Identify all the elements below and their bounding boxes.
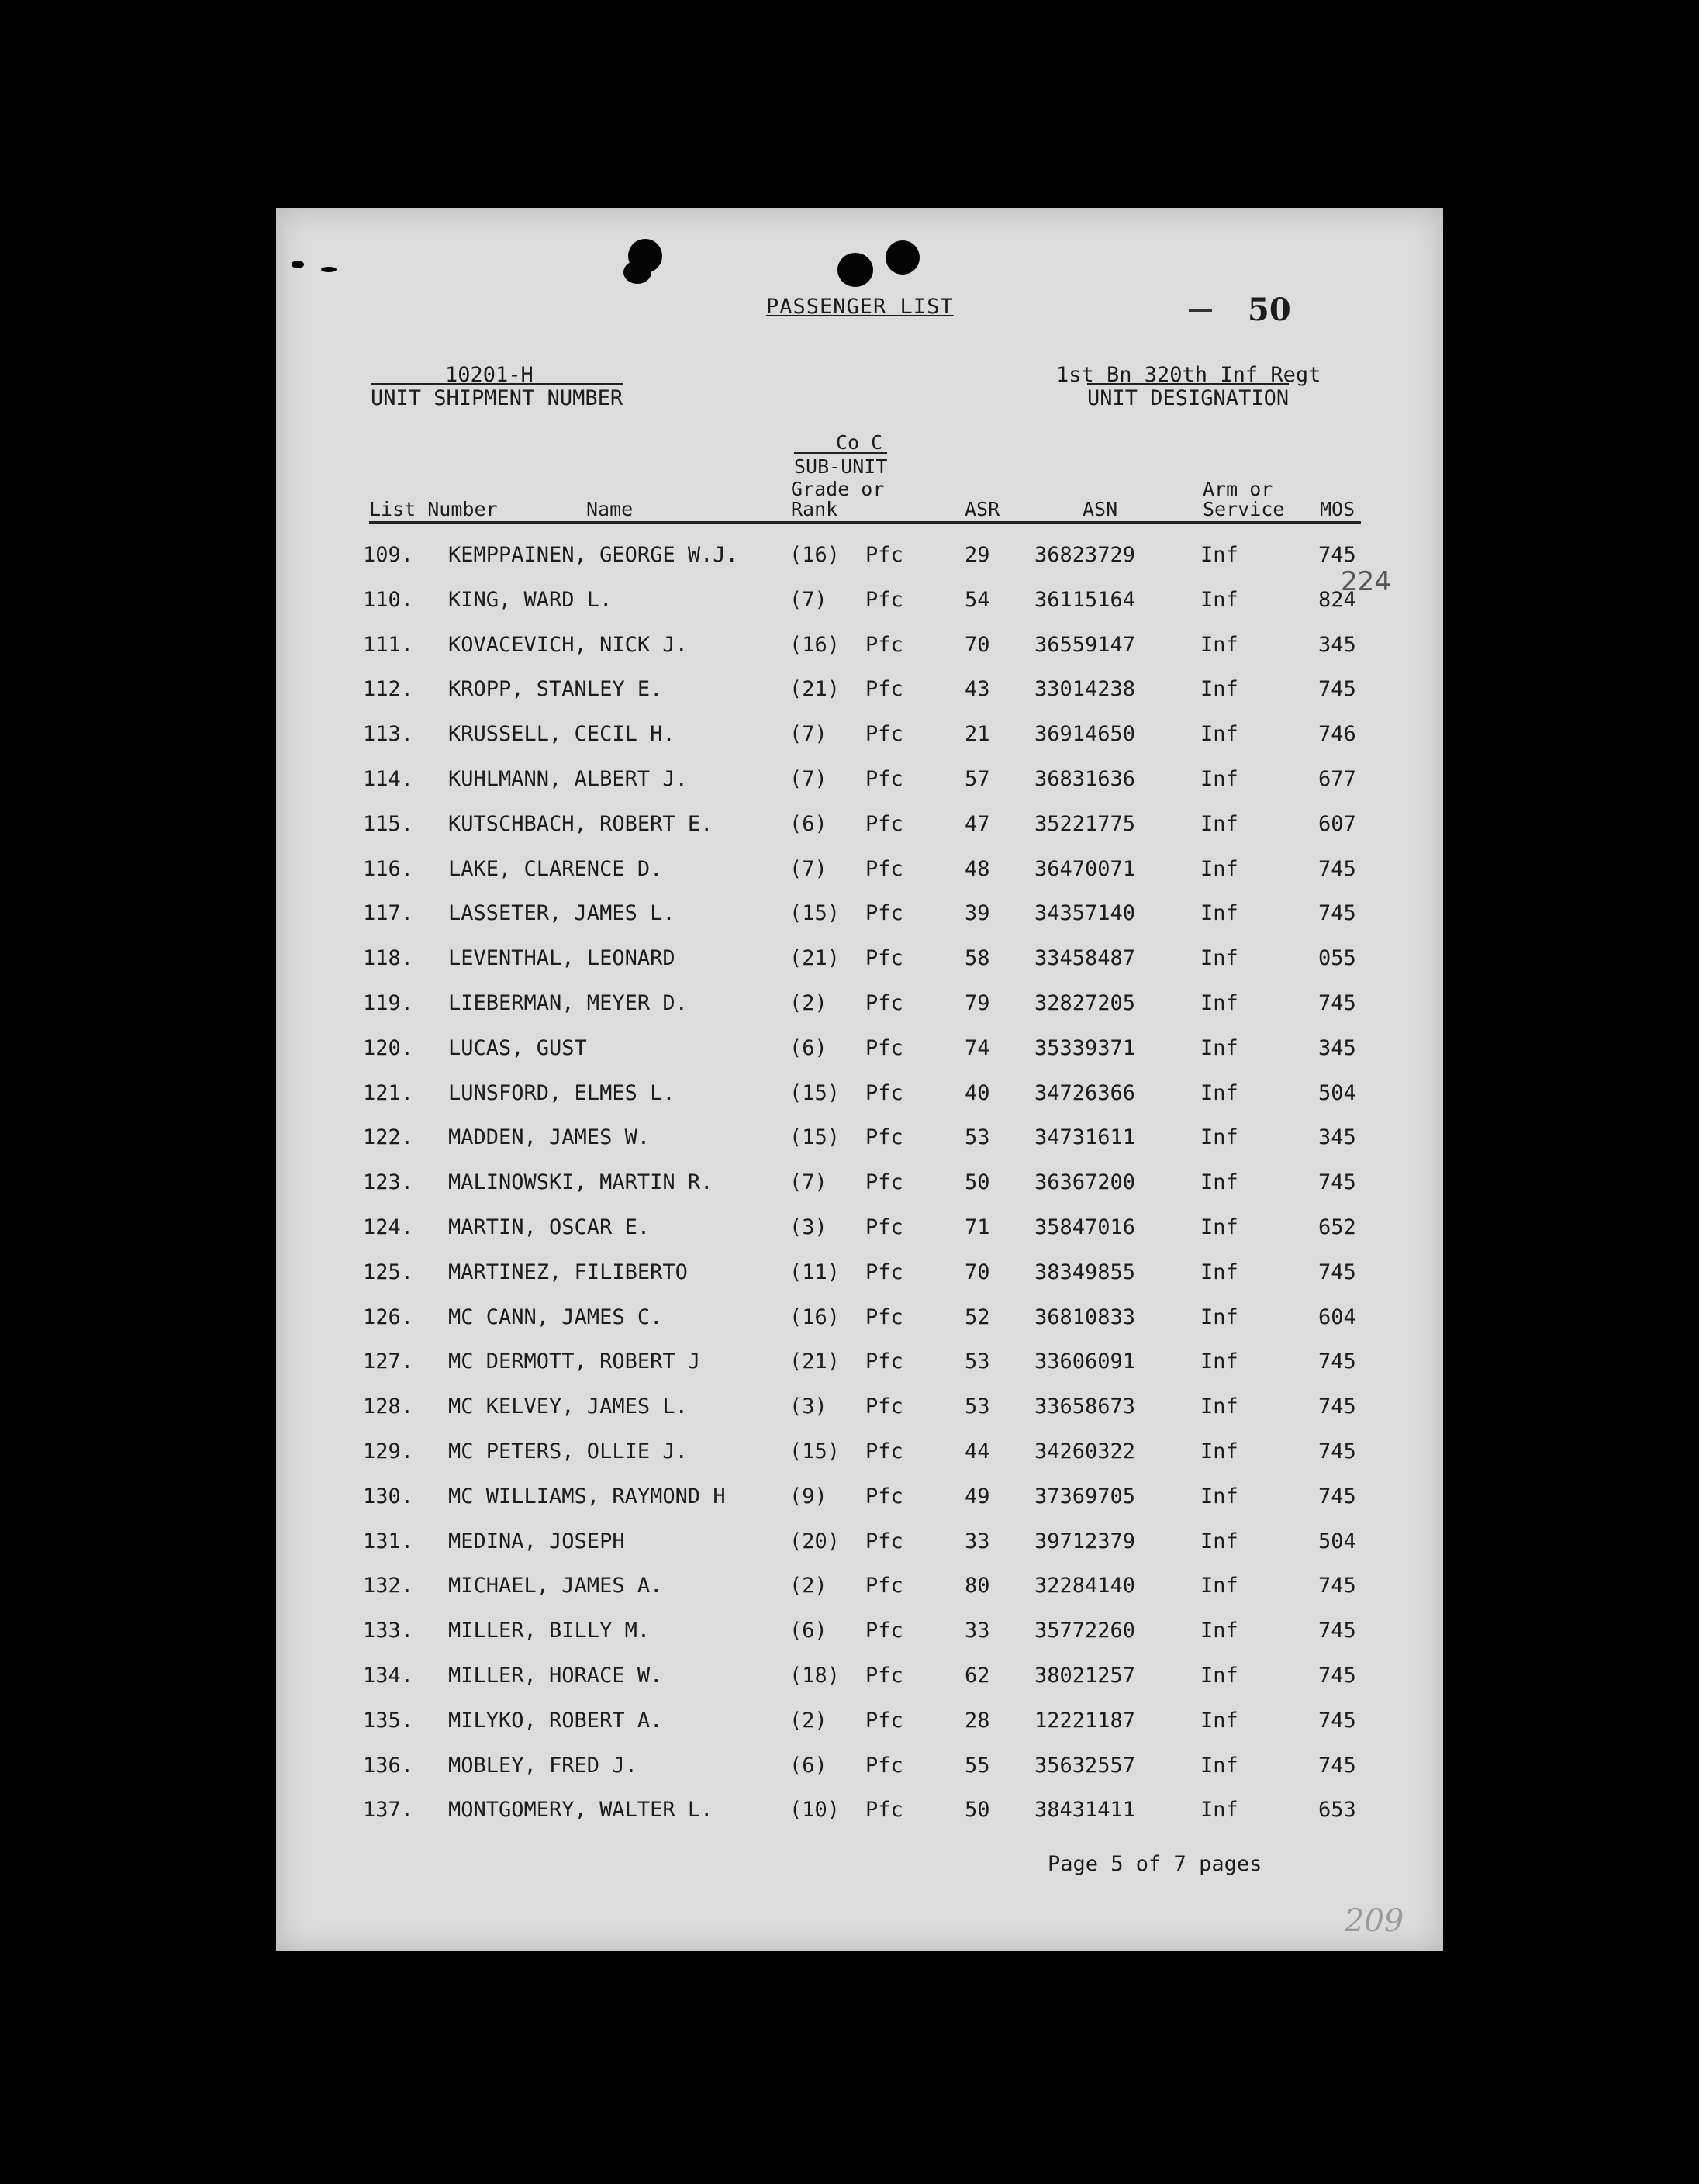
mos-code: 824 (1318, 587, 1356, 612)
arm-or-service: Inf (1200, 722, 1238, 747)
passenger-name: LUCAS, GUST (448, 1035, 587, 1060)
passenger-name: LIEBERMAN, MEYER D. (448, 991, 688, 1015)
mos-code: 504 (1318, 1080, 1356, 1105)
mos-code: 653 (1318, 1798, 1356, 1823)
asr-group: (2) (789, 991, 827, 1015)
column-header-name: Name (586, 498, 634, 520)
unit-designation-label: UNIT DESIGNATION (1087, 383, 1289, 410)
asr-group: (15) (789, 1125, 841, 1150)
mos-code: 745 (1318, 1664, 1356, 1688)
asr-score: 58 (965, 946, 990, 971)
column-header-arm (1203, 479, 1284, 520)
list-number: 120. (363, 1035, 414, 1060)
grade: Pfc (865, 1170, 903, 1195)
list-number: 119. (363, 991, 414, 1015)
list-number: 130. (363, 1484, 414, 1508)
serial-number: 36831636 (1034, 767, 1136, 791)
arm-or-service: Inf (1200, 1305, 1238, 1329)
passenger-name: MALINOWSKI, MARTIN R. (448, 1170, 713, 1195)
arm-or-service: Inf (1200, 1753, 1238, 1778)
punch-hole-left-lower (623, 261, 651, 284)
serial-number: 35772260 (1034, 1619, 1136, 1643)
passenger-name: MC KELVEY, JAMES L. (448, 1394, 688, 1419)
asr-score: 62 (965, 1664, 990, 1688)
grade: Pfc (865, 1349, 903, 1374)
passenger-name: MC DERMOTT, ROBERT J (448, 1349, 701, 1374)
arm-or-service: Inf (1200, 1125, 1238, 1150)
asr-score: 50 (965, 1798, 990, 1823)
asr-score: 33 (965, 1529, 990, 1553)
asr-score: 54 (965, 587, 990, 612)
serial-number: 33014238 (1034, 677, 1136, 702)
mos-code: 055 (1318, 946, 1356, 971)
asr-group: (7) (789, 587, 827, 612)
mos-code: 746 (1318, 722, 1356, 747)
serial-number: 34260322 (1034, 1439, 1136, 1463)
arm-or-service: Inf (1200, 1619, 1238, 1643)
sub-unit-value: Co C (836, 431, 883, 454)
asr-score: 33 (965, 1619, 990, 1643)
serial-number: 38021257 (1034, 1664, 1136, 1688)
grade: Pfc (865, 1260, 903, 1284)
mos-code: 677 (1318, 767, 1356, 791)
passenger-name: KEMPPAINEN, GEORGE W.J. (448, 543, 738, 567)
asr-score: 53 (965, 1349, 990, 1374)
serial-number: 33458487 (1034, 946, 1136, 971)
arm-or-service: Inf (1200, 901, 1238, 926)
list-number: 113. (363, 722, 414, 747)
asr-score: 55 (965, 1753, 990, 1778)
grade: Pfc (865, 1080, 903, 1105)
list-number: 125. (363, 1260, 414, 1284)
list-number: 129. (363, 1439, 414, 1463)
passenger-name: LASSETER, JAMES L. (448, 901, 675, 926)
asr-group: (6) (789, 811, 827, 836)
grade: Pfc (865, 1574, 903, 1598)
grade: Pfc (865, 1125, 903, 1150)
serial-number: 33658673 (1034, 1394, 1136, 1419)
arm-or-service: Inf (1200, 811, 1238, 836)
passenger-name: MARTIN, OSCAR E. (448, 1215, 651, 1239)
grade: Pfc (865, 1484, 903, 1508)
passenger-name: MADDEN, JAMES W. (448, 1125, 651, 1150)
list-number: 126. (363, 1305, 414, 1329)
grade: Pfc (865, 1394, 903, 1419)
passenger-name: MEDINA, JOSEPH (448, 1529, 625, 1553)
column-header-grade-line1: Grade or (791, 478, 885, 500)
grade: Pfc (865, 767, 903, 791)
asr-group: (6) (789, 1753, 827, 1778)
mos-code: 745 (1318, 1170, 1356, 1195)
passenger-name: KOVACEVICH, NICK J. (448, 632, 688, 657)
arm-or-service: Inf (1200, 767, 1238, 791)
arm-or-service: Inf (1200, 1035, 1238, 1060)
page-number: 50 (1248, 292, 1291, 328)
list-number: 124. (363, 1215, 414, 1239)
list-number: 122. (363, 1125, 414, 1150)
list-number: 131. (363, 1529, 414, 1553)
arm-or-service: Inf (1200, 1349, 1238, 1374)
mos-code: 745 (1318, 1753, 1356, 1778)
asr-group: (15) (789, 901, 841, 926)
asr-group: (11) (789, 1260, 841, 1284)
passenger-list-sheet (276, 208, 1443, 1951)
arm-or-service: Inf (1200, 1798, 1238, 1823)
edge-mark (321, 267, 337, 272)
asr-score: 74 (965, 1035, 990, 1060)
asr-score: 48 (965, 856, 990, 881)
asr-group: (2) (789, 1574, 827, 1598)
serial-number: 37369705 (1034, 1484, 1136, 1508)
edge-mark (292, 261, 304, 268)
asr-score: 47 (965, 811, 990, 836)
serial-number: 36810833 (1034, 1305, 1136, 1329)
arm-or-service: Inf (1200, 1260, 1238, 1284)
asr-group: (7) (789, 767, 827, 791)
list-number: 134. (363, 1664, 414, 1688)
arm-or-service: Inf (1200, 1664, 1238, 1688)
arm-or-service: Inf (1200, 1439, 1238, 1463)
asr-score: 21 (965, 722, 990, 747)
mos-code: 345 (1318, 1125, 1356, 1150)
mos-code: 745 (1318, 1260, 1356, 1284)
list-number: 133. (363, 1619, 414, 1643)
asr-group: (10) (789, 1798, 841, 1823)
asr-group: (7) (789, 1170, 827, 1195)
page-number-dash (1189, 309, 1212, 312)
list-number: 109. (363, 543, 414, 567)
mos-code: 607 (1318, 811, 1356, 836)
asr-score: 53 (965, 1125, 990, 1150)
mos-code: 745 (1318, 1619, 1356, 1643)
asr-group: (15) (789, 1080, 841, 1105)
grade: Pfc (865, 856, 903, 881)
asr-group: (21) (789, 1349, 841, 1374)
serial-number: 34726366 (1034, 1080, 1136, 1105)
arm-or-service: Inf (1200, 1529, 1238, 1553)
passenger-name: MC WILLIAMS, RAYMOND H (448, 1484, 726, 1508)
passenger-name: LUNSFORD, ELMES L. (448, 1080, 675, 1105)
mos-code: 745 (1318, 543, 1356, 567)
list-number: 111. (363, 632, 414, 657)
serial-number: 32827205 (1034, 991, 1136, 1015)
grade: Pfc (865, 587, 903, 612)
arm-or-service: Inf (1200, 1394, 1238, 1419)
list-number: 137. (363, 1798, 414, 1823)
serial-number: 33606091 (1034, 1349, 1136, 1374)
asr-group: (3) (789, 1215, 827, 1239)
mos-code: 745 (1318, 677, 1356, 702)
asr-score: 43 (965, 677, 990, 702)
asr-score: 70 (965, 1260, 990, 1284)
arm-or-service: Inf (1200, 1170, 1238, 1195)
asr-group: (9) (789, 1484, 827, 1508)
mos-code: 745 (1318, 901, 1356, 926)
arm-or-service: Inf (1200, 1215, 1238, 1239)
serial-number: 35339371 (1034, 1035, 1136, 1060)
passenger-name: KUTSCHBACH, ROBERT E. (448, 811, 713, 836)
unit-shipment-number: 10201-H (445, 363, 534, 387)
passenger-name: MILLER, BILLY M. (448, 1619, 651, 1643)
grade: Pfc (865, 543, 903, 567)
column-header-mos: MOS (1320, 498, 1355, 520)
serial-number: 36914650 (1034, 722, 1136, 747)
mos-code: 504 (1318, 1529, 1356, 1553)
asr-score: 49 (965, 1484, 990, 1508)
serial-number: 39712379 (1034, 1529, 1136, 1553)
list-number: 121. (363, 1080, 414, 1105)
asr-group: (7) (789, 856, 827, 881)
serial-number: 35632557 (1034, 1753, 1136, 1778)
passenger-name: MILYKO, ROBERT A. (448, 1708, 663, 1733)
passenger-name: MARTINEZ, FILIBERTO (448, 1260, 688, 1284)
asr-group: (7) (789, 722, 827, 747)
grade: Pfc (865, 946, 903, 971)
column-header-asr: ASR (965, 498, 1000, 520)
list-number: 112. (363, 677, 414, 702)
serial-number: 34731611 (1034, 1125, 1136, 1150)
arm-or-service: Inf (1200, 1080, 1238, 1105)
asr-score: 29 (965, 543, 990, 567)
punch-hole-right (886, 240, 920, 275)
column-header-grade-line2: Rank (791, 498, 838, 520)
serial-number: 34357140 (1034, 901, 1136, 926)
column-header-list-number: List Number (369, 498, 498, 520)
asr-score: 79 (965, 991, 990, 1015)
asr-score: 39 (965, 901, 990, 926)
asr-score: 53 (965, 1394, 990, 1419)
sub-unit-label: SUB-UNIT (794, 452, 887, 478)
unit-designation: 1st Bn 320th Inf Regt (1056, 363, 1321, 387)
asr-score: 71 (965, 1215, 990, 1239)
arm-or-service: Inf (1200, 543, 1238, 567)
column-header-arm-line1: Arm or (1203, 478, 1273, 500)
list-number: 132. (363, 1574, 414, 1598)
list-number: 117. (363, 901, 414, 926)
mos-code: 745 (1318, 1439, 1356, 1463)
column-header-asn: ASN (1083, 498, 1118, 520)
grade: Pfc (865, 1215, 903, 1239)
grade: Pfc (865, 677, 903, 702)
grade: Pfc (865, 722, 903, 747)
serial-number: 36115164 (1034, 587, 1136, 612)
mos-code: 745 (1318, 1349, 1356, 1374)
grade: Pfc (865, 1529, 903, 1553)
asr-group: (21) (789, 946, 841, 971)
grade: Pfc (865, 1798, 903, 1823)
arm-or-service: Inf (1200, 991, 1238, 1015)
list-number: 114. (363, 767, 414, 791)
passenger-name: MOBLEY, FRED J. (448, 1753, 637, 1778)
passenger-name: KROPP, STANLEY E. (448, 677, 663, 702)
arm-or-service: Inf (1200, 632, 1238, 657)
passenger-name: KUHLMANN, ALBERT J. (448, 767, 688, 791)
arm-or-service: Inf (1200, 946, 1238, 971)
asr-group: (18) (789, 1664, 841, 1688)
asr-group: (2) (789, 1708, 827, 1733)
passenger-name: LEVENTHAL, LEONARD (448, 946, 675, 971)
list-number: 135. (363, 1708, 414, 1733)
asr-score: 80 (965, 1574, 990, 1598)
asr-score: 40 (965, 1080, 990, 1105)
asr-score: 57 (965, 767, 990, 791)
mos-code: 745 (1318, 856, 1356, 881)
grade: Pfc (865, 901, 903, 926)
asr-group: (16) (789, 1305, 841, 1329)
grade: Pfc (865, 1035, 903, 1060)
grade: Pfc (865, 1708, 903, 1733)
asr-group: (15) (789, 1439, 841, 1463)
grade: Pfc (865, 991, 903, 1015)
list-number: 115. (363, 811, 414, 836)
list-number: 128. (363, 1394, 414, 1419)
mos-code: 345 (1318, 632, 1356, 657)
grade: Pfc (865, 1619, 903, 1643)
column-header-arm-line2: Service (1203, 498, 1285, 520)
arm-or-service: Inf (1200, 677, 1238, 702)
asr-group: (21) (789, 677, 841, 702)
punch-hole-middle (837, 253, 873, 287)
serial-number: 38349855 (1034, 1260, 1136, 1284)
grade: Pfc (865, 1753, 903, 1778)
passenger-name: MILLER, HORACE W. (448, 1664, 663, 1688)
grade: Pfc (865, 811, 903, 836)
passenger-name: MC CANN, JAMES C. (448, 1305, 663, 1329)
list-number: 118. (363, 946, 414, 971)
serial-number: 35847016 (1034, 1215, 1136, 1239)
list-number: 136. (363, 1753, 414, 1778)
serial-number: 36823729 (1034, 543, 1136, 567)
asr-score: 52 (965, 1305, 990, 1329)
arm-or-service: Inf (1200, 587, 1238, 612)
mos-code: 652 (1318, 1215, 1356, 1239)
asr-score: 70 (965, 632, 990, 657)
mos-code: 345 (1318, 1035, 1356, 1060)
serial-number: 36470071 (1034, 856, 1136, 881)
grade: Pfc (865, 632, 903, 657)
serial-number: 32284140 (1034, 1574, 1136, 1598)
header-rule (369, 521, 1361, 524)
asr-group: (16) (789, 632, 841, 657)
page-title: PASSENGER LIST (766, 295, 954, 319)
asr-group: (6) (789, 1619, 827, 1643)
grade: Pfc (865, 1664, 903, 1688)
serial-number: 38431411 (1034, 1798, 1136, 1823)
asr-score: 44 (965, 1439, 990, 1463)
archive-stamp: 209 (1345, 1903, 1404, 1939)
asr-group: (16) (789, 543, 841, 567)
unit-shipment-number-label: UNIT SHIPMENT NUMBER (371, 383, 623, 410)
mos-code: 745 (1318, 1708, 1356, 1733)
mos-code: 745 (1318, 1394, 1356, 1419)
arm-or-service: Inf (1200, 856, 1238, 881)
asr-group: (3) (789, 1394, 827, 1419)
arm-or-service: Inf (1200, 1484, 1238, 1508)
passenger-name: KRUSSELL, CECIL H. (448, 722, 675, 747)
serial-number: 12221187 (1034, 1708, 1136, 1733)
serial-number: 36559147 (1034, 632, 1136, 657)
passenger-name: LAKE, CLARENCE D. (448, 856, 663, 881)
mos-code: 745 (1318, 1574, 1356, 1598)
asr-score: 28 (965, 1708, 990, 1733)
asr-group: (20) (789, 1529, 841, 1553)
arm-or-service: Inf (1200, 1574, 1238, 1598)
asr-score: 50 (965, 1170, 990, 1195)
list-number: 116. (363, 856, 414, 881)
grade: Pfc (865, 1305, 903, 1329)
passenger-name: KING, WARD L. (448, 587, 613, 612)
column-header-grade (791, 479, 884, 520)
list-number: 123. (363, 1170, 414, 1195)
mos-code: 745 (1318, 991, 1356, 1015)
list-number: 127. (363, 1349, 414, 1374)
asr-group: (6) (789, 1035, 827, 1060)
passenger-name: MICHAEL, JAMES A. (448, 1574, 663, 1598)
passenger-name: MONTGOMERY, WALTER L. (448, 1798, 713, 1823)
serial-number: 36367200 (1034, 1170, 1136, 1195)
mos-code: 745 (1318, 1484, 1356, 1508)
page-footer: Page 5 of 7 pages (1048, 1852, 1262, 1876)
mos-code: 604 (1318, 1305, 1356, 1329)
passenger-name: MC PETERS, OLLIE J. (448, 1439, 688, 1463)
serial-number: 35221775 (1034, 811, 1136, 836)
arm-or-service: Inf (1200, 1708, 1238, 1733)
grade: Pfc (865, 1439, 903, 1463)
list-number: 110. (363, 587, 414, 612)
pencil-annotation: 224 (1341, 566, 1391, 597)
